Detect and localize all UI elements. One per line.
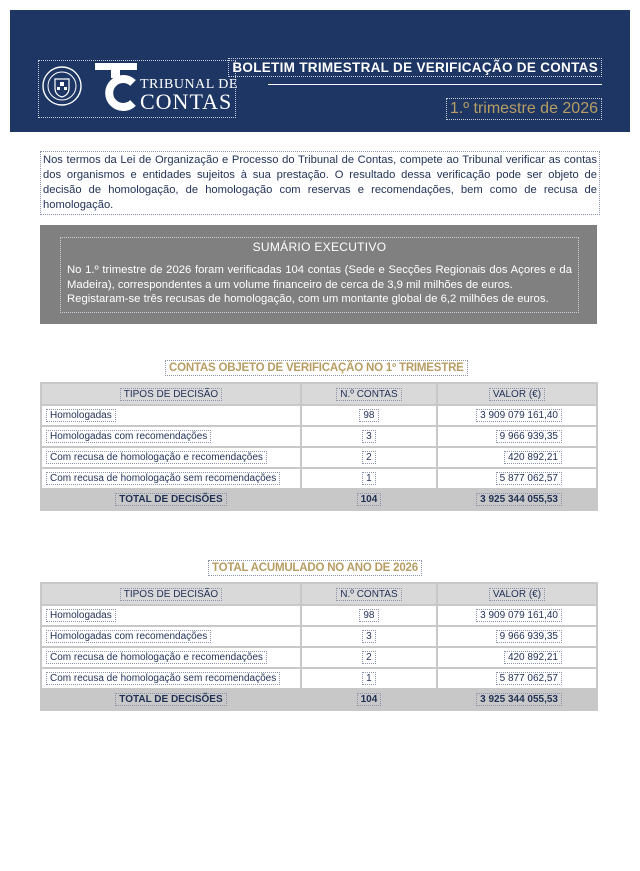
table-row xyxy=(41,605,597,626)
summary-title: SUMÁRIO EXECUTIVO xyxy=(252,240,387,254)
table-row xyxy=(41,426,597,447)
period-label: 1.º trimestre de 2026 xyxy=(446,98,602,120)
brand-line-2: CONTAS xyxy=(140,89,233,114)
table2-title: TOTAL ACUMULADO NO ANO DE 2026 xyxy=(208,560,422,576)
title-rule xyxy=(268,84,602,85)
row-value: 420 892,21 xyxy=(504,651,562,664)
header-count: N.º CONTAS xyxy=(336,388,401,401)
intro-paragraph: Nos termos da Lei de Organização e Processo do Tribunal de Contas, compete ao Tribunal verificar as contas dos organismos e entidades sujeitos à sua prestação. O resultado dessa verificação pode ser objeto de decisão de homologação, de homologação com reservas e recomendações, bem como de recusa de homologação. xyxy=(40,151,600,215)
header-count: N.º CONTAS xyxy=(336,588,401,601)
row-type: Com recusa de homologação e recomendações xyxy=(46,651,267,664)
row-type: Com recusa de homologação sem recomendações xyxy=(46,672,280,685)
row-type: Homologadas com recomendações xyxy=(46,430,211,443)
table-row xyxy=(41,668,597,689)
row-count: 2 xyxy=(362,651,376,664)
total-label: TOTAL DE DECISÕES xyxy=(115,693,226,706)
header-decision-type: TIPOS DE DECISÃO xyxy=(120,588,222,601)
table-header-row xyxy=(41,583,597,605)
summary-text xyxy=(67,263,572,307)
summary-paragraph-1: No 1.º trimestre de 2026 foram verificadas 104 contas (Sede e Secções Regionais dos Açores e da Madeira), correspondentes a um volume financeiro de cerca de 3,9 mil milhões de euros. xyxy=(67,264,572,291)
table-year-to-date xyxy=(40,582,598,711)
header-value: VALOR (€) xyxy=(489,388,545,401)
row-type: Com recusa de homologação e recomendações xyxy=(46,451,267,464)
logo xyxy=(38,60,236,118)
table-header-row xyxy=(41,383,597,405)
row-value: 9 966 939,35 xyxy=(496,630,562,643)
coat-of-arms-icon xyxy=(41,65,83,107)
table-row xyxy=(41,647,597,668)
table-quarter xyxy=(40,382,598,511)
table1-title: CONTAS OBJETO DE VERIFICAÇÃO NO 1º TRIMESTRE xyxy=(165,360,468,376)
row-count: 1 xyxy=(362,472,376,485)
row-value: 5 877 062,57 xyxy=(496,472,562,485)
table-row xyxy=(41,447,597,468)
table-row xyxy=(41,626,597,647)
row-count: 98 xyxy=(359,409,378,422)
total-count: 104 xyxy=(357,493,382,506)
summary-content xyxy=(60,237,579,313)
row-value: 5 877 062,57 xyxy=(496,672,562,685)
table-total-row xyxy=(41,489,597,510)
row-value: 420 892,21 xyxy=(504,451,562,464)
total-label: TOTAL DE DECISÕES xyxy=(115,493,226,506)
total-value: 3 925 344 055,53 xyxy=(476,693,562,706)
table-total-row xyxy=(41,689,597,710)
row-type: Com recusa de homologação sem recomendações xyxy=(46,472,280,485)
bulletin-title: BOLETIM TRIMESTRAL DE VERIFICAÇÃO DE CONTAS xyxy=(228,58,602,77)
row-value: 9 966 939,35 xyxy=(496,430,562,443)
tc-monogram-icon xyxy=(93,61,139,111)
brand-line-1: TRIBUNAL DE xyxy=(140,77,238,92)
header-value: VALOR (€) xyxy=(489,588,545,601)
row-count: 3 xyxy=(362,630,376,643)
row-count: 98 xyxy=(359,609,378,622)
row-value: 3 909 079 161,40 xyxy=(476,409,562,422)
row-count: 1 xyxy=(362,672,376,685)
executive-summary xyxy=(40,225,597,324)
table-row xyxy=(41,405,597,426)
total-count: 104 xyxy=(357,693,382,706)
total-value: 3 925 344 055,53 xyxy=(476,493,562,506)
row-type: Homologadas xyxy=(46,609,116,622)
row-value: 3 909 079 161,40 xyxy=(476,609,562,622)
table-row xyxy=(41,468,597,489)
header-banner xyxy=(10,10,630,132)
row-type: Homologadas xyxy=(46,409,116,422)
row-type: Homologadas com recomendações xyxy=(46,630,211,643)
row-count: 2 xyxy=(362,451,376,464)
row-count: 3 xyxy=(362,430,376,443)
header-decision-type: TIPOS DE DECISÃO xyxy=(120,388,222,401)
summary-paragraph-2: Registaram-se três recusas de homologação, com um montante global de 6,2 milhões de euros. xyxy=(67,293,549,305)
